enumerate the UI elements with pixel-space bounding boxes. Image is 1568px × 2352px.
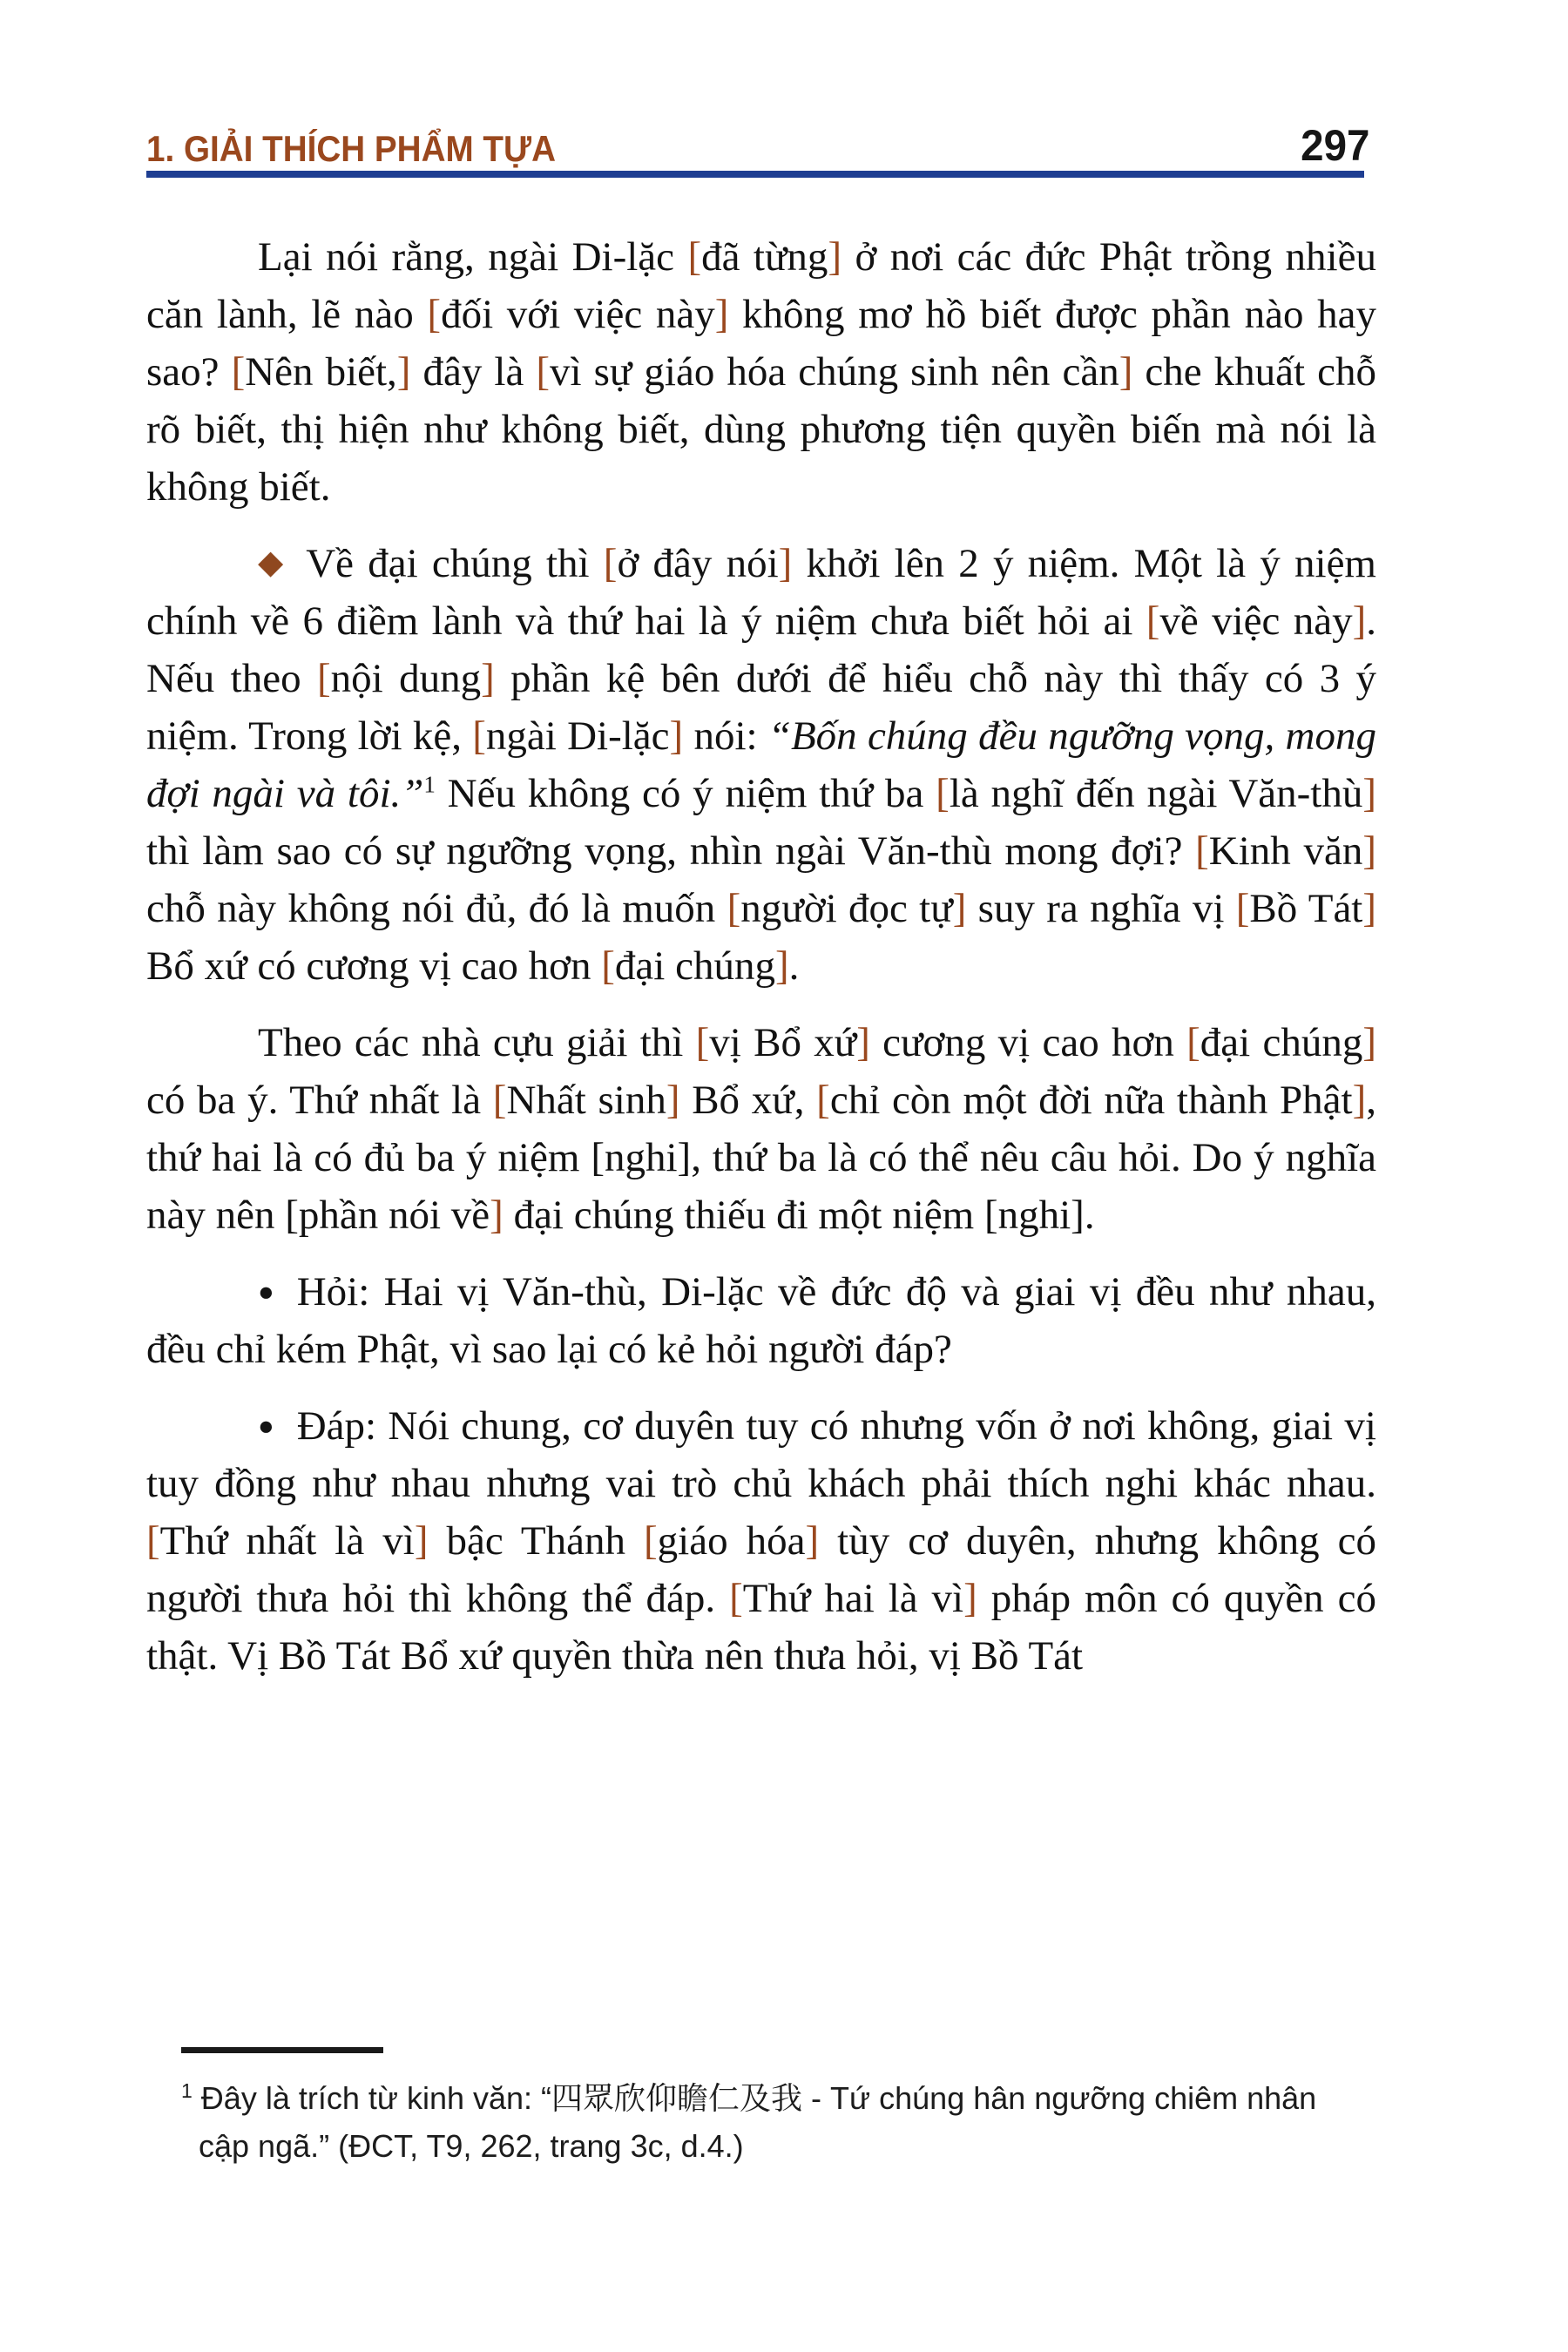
text-run: khởi lên 2 ý niệm. Một là ý niệm chính về 6 điềm lành và thứ hai là ý niệm chưa biết hỏi ai bbox=[146, 541, 1376, 644]
text-run: cương vị cao hơn bbox=[869, 1020, 1187, 1065]
text-run: Bổ xứ có cương vị cao hơn bbox=[146, 943, 602, 989]
text-run: nội dung bbox=[330, 656, 482, 701]
text-run: đây là bbox=[410, 349, 537, 395]
text-run: che khuất chỗ rõ biết, thị hiện như không biết, dùng phương tiện quyền biến mà nói là không biết. bbox=[146, 349, 1376, 510]
text-run: Thứ nhất là vì bbox=[159, 1518, 415, 1564]
editorial-bracket: [ bbox=[601, 943, 615, 989]
editorial-bracket: ] bbox=[1352, 1078, 1367, 1123]
text-run: ở nơi các đức Phật trồng nhiều căn lành, lẽ nào bbox=[146, 234, 1376, 337]
editorial-bracket: ] bbox=[778, 541, 793, 586]
text-run: Kinh văn bbox=[1208, 828, 1363, 874]
text-run: là nghĩ đến ngài Văn-thù bbox=[949, 771, 1363, 816]
editorial-bracket: [ bbox=[472, 713, 486, 759]
text-run: Về đại chúng thì bbox=[306, 541, 604, 586]
text-run: đối với việc này bbox=[441, 292, 715, 337]
text-run: có ba ý. Thứ nhất là bbox=[146, 1078, 493, 1123]
text-run: tùy cơ duyên, nhưng không có người thưa hỏi thì không thể đáp. bbox=[146, 1518, 1376, 1621]
editorial-bracket: ] bbox=[490, 1193, 504, 1238]
editorial-bracket: ] bbox=[1362, 1020, 1376, 1065]
editorial-bracket: [ bbox=[695, 1020, 710, 1065]
quoted-verse: “Bốn chúng đều ngưỡng vọng, mong đợi ngài và tôi.” bbox=[146, 713, 1376, 816]
editorial-bracket: ] bbox=[828, 234, 842, 280]
editorial-bracket: [ bbox=[1235, 886, 1250, 931]
editorial-bracket: ] bbox=[396, 349, 411, 395]
text-run: nói: bbox=[683, 713, 768, 759]
text-run: không mơ hồ biết được phần nào hay sao? bbox=[146, 292, 1376, 395]
editorial-bracket: [ bbox=[427, 292, 442, 337]
text-run: Lại nói rằng, ngài Di-lặc bbox=[258, 234, 688, 280]
editorial-bracket: ] bbox=[714, 292, 729, 337]
paragraph: ◆ Về đại chúng thì [ở đây nói] khởi lên 2 ý niệm. Một là ý niệm chính về 6 điềm lành và thứ hai là ý niệm chưa biết hỏi ai [về việc này]. Nếu theo [nội dung] phần kệ bên dưới để hiểu chỗ này thì thấy có 3 ý niệm. Trong lời kệ, [ngài Di-lặc] nói: “Bốn chúng đều ngưỡng vọng, mong đợi ngài và tôi.”$^1$ Nếu không có ý niệm thứ ba [là nghĩ đến ngài Văn-thù] thì làm sao có sự ngưỡng vọng, nhìn ngài Văn-thù mong đợi? [Kinh văn] chỗ này không nói đủ, đó là muốn [người đọc tự] suy ra nghĩa vị [Bồ Tát] Bổ xứ có cương vị cao hơn [đại chúng]. bbox=[146, 541, 1377, 989]
text-run: đã từng bbox=[701, 234, 828, 280]
text-run: ở đây nói bbox=[617, 541, 779, 586]
text-run: về việc này bbox=[1159, 598, 1353, 644]
paragraph bbox=[146, 1014, 1376, 1244]
running-header bbox=[146, 103, 1369, 170]
text-run: giáo hóa bbox=[657, 1518, 806, 1564]
text-run: Thứ hai là vì bbox=[742, 1576, 964, 1621]
text-run: chỉ còn một đời nữa thành Phật bbox=[829, 1078, 1353, 1123]
text-run: , thứ hai là có đủ ba ý niệm [nghi], thứ ba là có thể nêu câu hỏi. Do ý nghĩa này nên [phần nói về bbox=[146, 1078, 1376, 1238]
text-run: phần kệ bên dưới để hiểu chỗ này thì thấy có 3 ý niệm. Trong lời kệ, bbox=[146, 656, 1376, 759]
text-run: đại chúng thiếu đi một niệm [nghi]. bbox=[503, 1193, 1095, 1238]
text-run: Bổ xứ, bbox=[679, 1078, 817, 1123]
editorial-bracket: [ bbox=[644, 1518, 658, 1564]
editorial-bracket: [ bbox=[687, 234, 702, 280]
editorial-bracket: ] bbox=[805, 1518, 820, 1564]
editorial-bracket: [ bbox=[816, 1078, 830, 1123]
paragraph: ● Hỏi: Hai vị Văn-thù, Di-lặc về đức độ và giai vị đều như nhau, đều chỉ kém Phật, vì sao lại có kẻ hỏi người đáp? bbox=[146, 1269, 1376, 1372]
footnote-reference: 1 bbox=[423, 771, 436, 798]
editorial-bracket: ] bbox=[856, 1020, 870, 1065]
text-run: Nhất sinh bbox=[506, 1078, 666, 1123]
footnote-text: Đây là trích từ kinh văn: “四眾欣仰瞻仁及我 - Tứ chúng hân ngưỡng chiêm nhân cập ngã.” (ĐCT, T9, 262, trang 3c, d.4.) bbox=[192, 2080, 1317, 2164]
text-run: Nếu không có ý niệm thứ ba bbox=[435, 771, 936, 816]
paragraph: ● Đáp: Nói chung, cơ duyên tuy có nhưng vốn ở nơi không, giai vị tuy đồng như nhau nhưng vai trò chủ khách phải thích nghi khác nhau. [Thứ nhất là vì] bậc Thánh [giáo hóa] tùy cơ duyên, nhưng không có người thưa hỏi thì không thể đáp. [Thứ hai là vì] pháp môn có quyền có thật. Vị Bồ Tát Bổ xứ quyền thừa nên thưa hỏi, vị Bồ Tát bbox=[146, 1403, 1376, 1679]
editorial-bracket: ] bbox=[666, 1078, 680, 1123]
text-run: chỗ này không nói đủ, đó là muốn bbox=[146, 886, 727, 931]
editorial-bracket: ] bbox=[414, 1518, 429, 1564]
editorial-bracket: ] bbox=[1119, 349, 1133, 395]
paragraph bbox=[146, 228, 1376, 516]
footnote-marker: 1 bbox=[181, 2079, 193, 2102]
editorial-bracket: [ bbox=[603, 541, 618, 586]
text-run: . Nếu theo bbox=[146, 598, 1376, 701]
footnote-block bbox=[181, 2047, 1375, 2170]
editorial-bracket: [ bbox=[1146, 598, 1160, 644]
editorial-bracket: ] bbox=[481, 656, 495, 701]
text-run: suy ra nghĩa vị bbox=[966, 886, 1236, 931]
text-run: Hỏi: Hai vị Văn-thù, Di-lặc về đức độ và giai vị đều như nhau, đều chỉ kém Phật, vì sao lại có kẻ hỏi người đáp? bbox=[146, 1269, 1376, 1372]
footnote bbox=[181, 2074, 1375, 2170]
editorial-bracket: [ bbox=[316, 656, 331, 701]
text-run: bậc Thánh bbox=[428, 1518, 644, 1564]
text-run: người đọc tự bbox=[740, 886, 953, 931]
editorial-bracket: ] bbox=[774, 943, 789, 989]
text-run: thì làm sao có sự ngưỡng vọng, nhìn ngài Văn-thù mong đợi? bbox=[146, 828, 1196, 874]
page-number: 297 bbox=[1300, 121, 1369, 170]
text-run: ngài Di-lặc bbox=[485, 713, 670, 759]
text-run: Bồ Tát bbox=[1249, 886, 1363, 931]
text-run: Theo các nhà cựu giải thì bbox=[258, 1020, 696, 1065]
editorial-bracket: ] bbox=[952, 886, 967, 931]
editorial-bracket: ] bbox=[1352, 598, 1367, 644]
editorial-bracket: ] bbox=[1362, 886, 1377, 931]
editorial-bracket: [ bbox=[1195, 828, 1209, 874]
editorial-bracket: [ bbox=[492, 1078, 507, 1123]
editorial-bracket: [ bbox=[936, 771, 950, 816]
editorial-bracket: ] bbox=[669, 713, 684, 759]
text-run: Nên biết, bbox=[245, 349, 397, 395]
body-text bbox=[146, 228, 1376, 1685]
header-rule bbox=[146, 171, 1364, 178]
editorial-bracket: [ bbox=[536, 349, 551, 395]
text-run: pháp môn có quyền có thật. Vị Bồ Tát Bổ xứ quyền thừa nên thưa hỏi, vị Bồ Tát bbox=[146, 1576, 1376, 1679]
editorial-bracket: ] bbox=[963, 1576, 977, 1621]
text-run: đại chúng bbox=[1200, 1020, 1363, 1065]
text-run: vị Bổ xứ bbox=[709, 1020, 857, 1065]
editorial-bracket: [ bbox=[231, 349, 246, 395]
chapter-title: 1. GIẢI THÍCH PHẨM TỰA bbox=[146, 128, 556, 169]
editorial-bracket: [ bbox=[146, 1518, 160, 1564]
editorial-bracket: [ bbox=[727, 886, 741, 931]
editorial-bracket: ] bbox=[1362, 828, 1376, 874]
text-run: Đáp: Nói chung, cơ duyên tuy có nhưng vốn ở nơi không, giai vị tuy đồng như nhau nhưng vai trò chủ khách phải thích nghi khác nhau. bbox=[146, 1403, 1376, 1506]
footnote-rule bbox=[181, 2047, 383, 2053]
text-run: . bbox=[788, 943, 800, 989]
editorial-bracket: [ bbox=[1186, 1020, 1200, 1065]
text-run: đại chúng bbox=[614, 943, 775, 989]
text-run: vì sự giáo hóa chúng sinh nên cần bbox=[550, 349, 1119, 395]
editorial-bracket: [ bbox=[729, 1576, 743, 1621]
editorial-bracket: ] bbox=[1362, 771, 1376, 816]
